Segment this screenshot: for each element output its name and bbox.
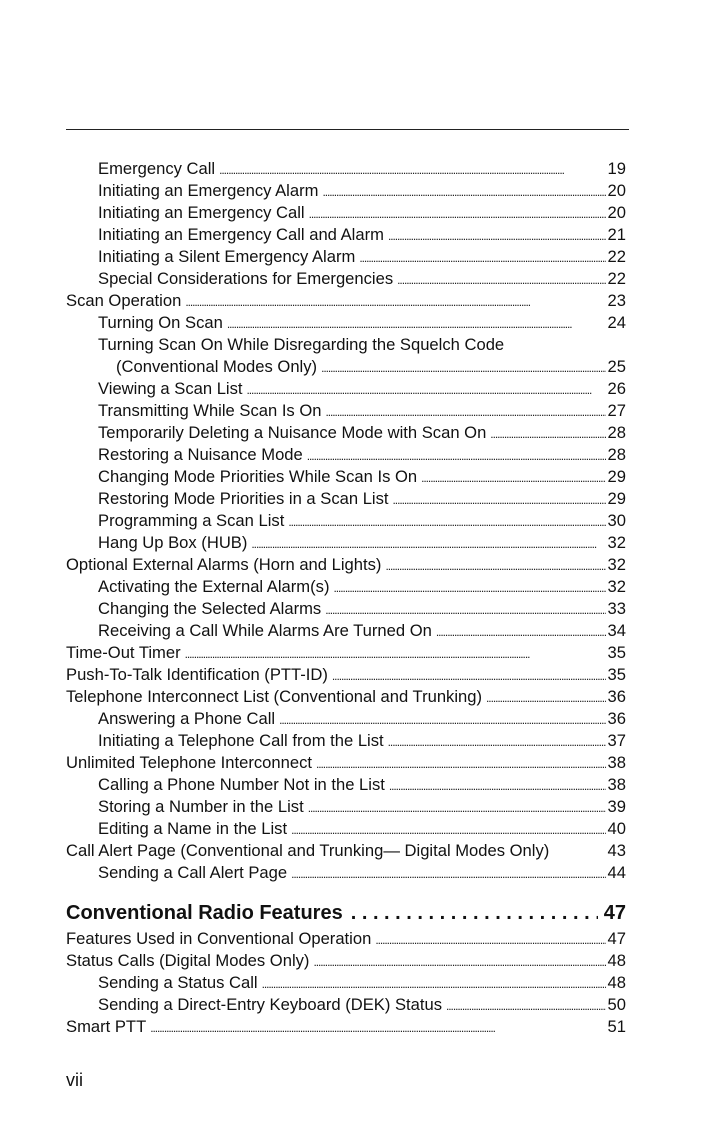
toc-entry-page: 23 [607,291,626,310]
section-heading-leader [351,898,598,928]
toc-entry[interactable] [66,972,626,994]
toc-entry-title: Initiating a Telephone Call from the List [98,731,384,750]
toc-entry-title: Hang Up Box (HUB) [98,533,248,552]
toc-entry-page: 36 [607,709,626,728]
toc-entry-leader [313,951,605,973]
toc-entry-page: 32 [607,533,626,552]
toc-entry[interactable] [66,840,626,862]
toc-entry-title: Emergency Call [98,159,216,178]
toc-entry-page: 24 [607,313,626,332]
toc-entry-leader [389,775,606,797]
toc-entry-leader [288,511,605,533]
toc-entry-page: 28 [607,445,626,464]
toc-entry-page: 33 [607,599,626,618]
toc-entry-leader [262,973,606,995]
toc-entry[interactable] [66,642,626,664]
toc-entry-leader [185,643,606,665]
toc-entry[interactable] [66,554,626,576]
toc-entry-leader [388,225,606,247]
toc-entry-title: Initiating an Emergency Call [98,203,305,222]
toc-entry-leader [185,291,605,313]
toc-entry-title: Initiating a Silent Emergency Alarm [98,247,356,266]
toc-entry-title: Turning On Scan [98,313,223,332]
toc-entry-title: Smart PTT [66,1017,147,1036]
toc-entry-title: Special Considerations for Emergencies [98,269,394,288]
toc-entry-leader [307,445,606,467]
toc-entry[interactable] [66,400,626,422]
toc-entry[interactable] [66,818,626,840]
toc-entry-title: Transmitting While Scan Is On [98,401,322,420]
toc-entry[interactable] [66,598,626,620]
toc-entry-leader [332,665,606,687]
toc-entry-page: 43 [607,841,626,860]
toc-entry-page: 21 [607,225,626,244]
toc-entry-title: Features Used in Conventional Operation [66,929,372,948]
toc-entry-title: Answering a Phone Call [98,709,276,728]
toc-entry-title: Telephone Interconnect List (Conventional and Trunking) [66,687,483,706]
toc-entry-page: 28 [607,423,626,442]
toc-entry-leader [291,819,605,841]
toc-entry-title: Turning Scan On While Disregarding the Squelch Code [98,335,505,354]
toc-entry-leader [322,181,605,203]
toc-entry[interactable] [66,422,626,444]
toc-entry[interactable] [66,730,626,752]
toc-entry-title: Receiving a Call While Alarms Are Turned On [98,621,432,640]
toc-entry[interactable] [66,224,626,246]
toc-entry-title: Storing a Number in the List [98,797,304,816]
toc-entry-leader [291,863,605,885]
toc-entry-page: 22 [607,247,626,266]
toc-entry[interactable] [66,862,626,884]
toc-entry[interactable] [66,466,626,488]
toc-entry-page: 26 [607,379,626,398]
toc-entry-page: 35 [607,665,626,684]
toc-entry[interactable] [66,158,626,180]
toc-entry-leader [325,599,605,621]
toc-entry-leader [251,533,605,555]
toc-entry-page: 37 [607,731,626,750]
toc-entry-leader [359,247,605,269]
toc-entry-page: 38 [607,775,626,794]
toc-entry-page: 48 [607,951,626,970]
toc-entry-leader [388,731,606,753]
toc-entry-leader [397,269,605,291]
toc-entry-leader [247,379,606,401]
toc-entry-title: Viewing a Scan List [98,379,243,398]
toc-entry-title: Sending a Direct-Entry Keyboard (DEK) Status [98,995,443,1014]
section-heading-page: 47 [603,902,626,924]
toc-entry[interactable] [66,444,626,466]
toc-entry-page: 32 [607,555,626,574]
toc-entry-page: 30 [607,511,626,530]
toc-entry-page: 51 [607,1017,626,1036]
toc-entry-page: 48 [607,973,626,992]
toc-entry-leader [309,203,606,225]
toc-entry[interactable] [66,488,626,510]
toc-entry[interactable] [66,268,626,290]
toc-entry-title: Editing a Name in the List [98,819,288,838]
toc-entry[interactable] [66,752,626,774]
toc-entry-title: Scan Operation [66,291,182,310]
toc-entry[interactable] [66,290,626,312]
toc-entry-page: 19 [607,159,626,178]
toc-entry-leader [393,489,606,511]
toc-entry[interactable] [66,950,626,972]
toc-entry-title: Call Alert Page (Conventional and Trunking— Digital Modes Only) [66,841,550,860]
toc-entry-leader [486,687,606,709]
toc-entry[interactable] [66,246,626,268]
toc-entry[interactable] [66,356,626,378]
toc-part-1 [66,158,626,884]
toc-entry[interactable] [66,1016,626,1038]
toc-entry-leader [150,1017,605,1039]
toc-entry-title: Calling a Phone Number Not in the List [98,775,385,794]
table-of-contents [66,158,626,1038]
toc-entry-leader [446,995,606,1017]
toc-entry-leader [316,753,606,775]
section-heading-title: Conventional Radio Features [66,902,343,924]
toc-entry-page: 47 [607,929,626,948]
toc-entry-leader [227,313,606,335]
toc-entry-leader [375,929,605,951]
toc-entry-title: Initiating an Emergency Call and Alarm [98,225,384,244]
toc-entry-page: 22 [607,269,626,288]
toc-entry-page: 39 [607,797,626,816]
toc-entry-page: 32 [607,577,626,596]
toc-entry[interactable] [66,334,626,356]
toc-entry-title: Push-To-Talk Identification (PTT-ID) [66,665,328,684]
toc-entry-title: Sending a Call Alert Page [98,863,288,882]
toc-entry-leader [321,357,605,379]
toc-entry-title: (Conventional Modes Only) [116,357,318,376]
toc-entry-title: Changing the Selected Alarms [98,599,322,618]
toc-entry-title: Changing Mode Priorities While Scan Is On [98,467,418,486]
toc-entry-leader [279,709,605,731]
toc-entry-title: Initiating an Emergency Alarm [98,181,319,200]
toc-entry[interactable] [66,774,626,796]
toc-entry-title: Temporarily Deleting a Nuisance Mode with Scan On [98,423,487,442]
toc-entry-leader [308,797,606,819]
toc-part-2 [66,928,626,1038]
toc-entry[interactable] [66,576,626,598]
header-rule [66,129,629,130]
toc-entry[interactable] [66,620,626,642]
toc-entry-page: 20 [607,203,626,222]
toc-entry-title: Unlimited Telephone Interconnect [66,753,312,772]
toc-entry-leader [421,467,605,489]
toc-entry-page: 44 [607,863,626,882]
toc-entry[interactable] [66,180,626,202]
toc-entry-page: 27 [607,401,626,420]
toc-entry-leader [436,621,606,643]
toc-entry[interactable] [66,664,626,686]
toc-entry-page: 38 [607,753,626,772]
toc-entry[interactable] [66,378,626,400]
toc-entry-title: Activating the External Alarm(s) [98,577,330,596]
toc-entry-title: Restoring a Nuisance Mode [98,445,303,464]
toc-entry[interactable] [66,796,626,818]
toc-entry[interactable] [66,994,626,1016]
toc-entry[interactable] [66,202,626,224]
toc-entry-title: Restoring Mode Priorities in a Scan List [98,489,389,508]
toc-entry-page: 36 [607,687,626,706]
toc-entry-title: Programming a Scan List [98,511,285,530]
toc-entry-page: 29 [607,489,626,508]
toc-entry-leader [490,423,605,445]
toc-entry-page: 40 [607,819,626,838]
toc-entry-title: Sending a Status Call [98,973,258,992]
toc-entry[interactable] [66,928,626,950]
toc-entry-title: Time-Out Timer [66,643,181,662]
toc-entry-page: 20 [607,181,626,200]
page-number: vii [66,1070,83,1090]
toc-entry-page: 50 [607,995,626,1014]
toc-entry-page: 35 [607,643,626,662]
toc-entry[interactable] [66,708,626,730]
toc-entry-leader [325,401,605,423]
toc-entry-leader [219,159,605,181]
toc-entry[interactable] [66,686,626,708]
toc-entry-page: 25 [607,357,626,376]
toc-entry-page: 34 [607,621,626,640]
toc-entry-title: Status Calls (Digital Modes Only) [66,951,310,970]
section-heading[interactable] [66,898,626,928]
toc-entry[interactable] [66,312,626,334]
toc-entry[interactable] [66,532,626,554]
toc-entry-title: Optional External Alarms (Horn and Lights) [66,555,382,574]
toc-entry-leader [385,555,605,577]
toc-entry-page: 29 [607,467,626,486]
toc-entry-leader [333,577,605,599]
toc-entry[interactable] [66,510,626,532]
